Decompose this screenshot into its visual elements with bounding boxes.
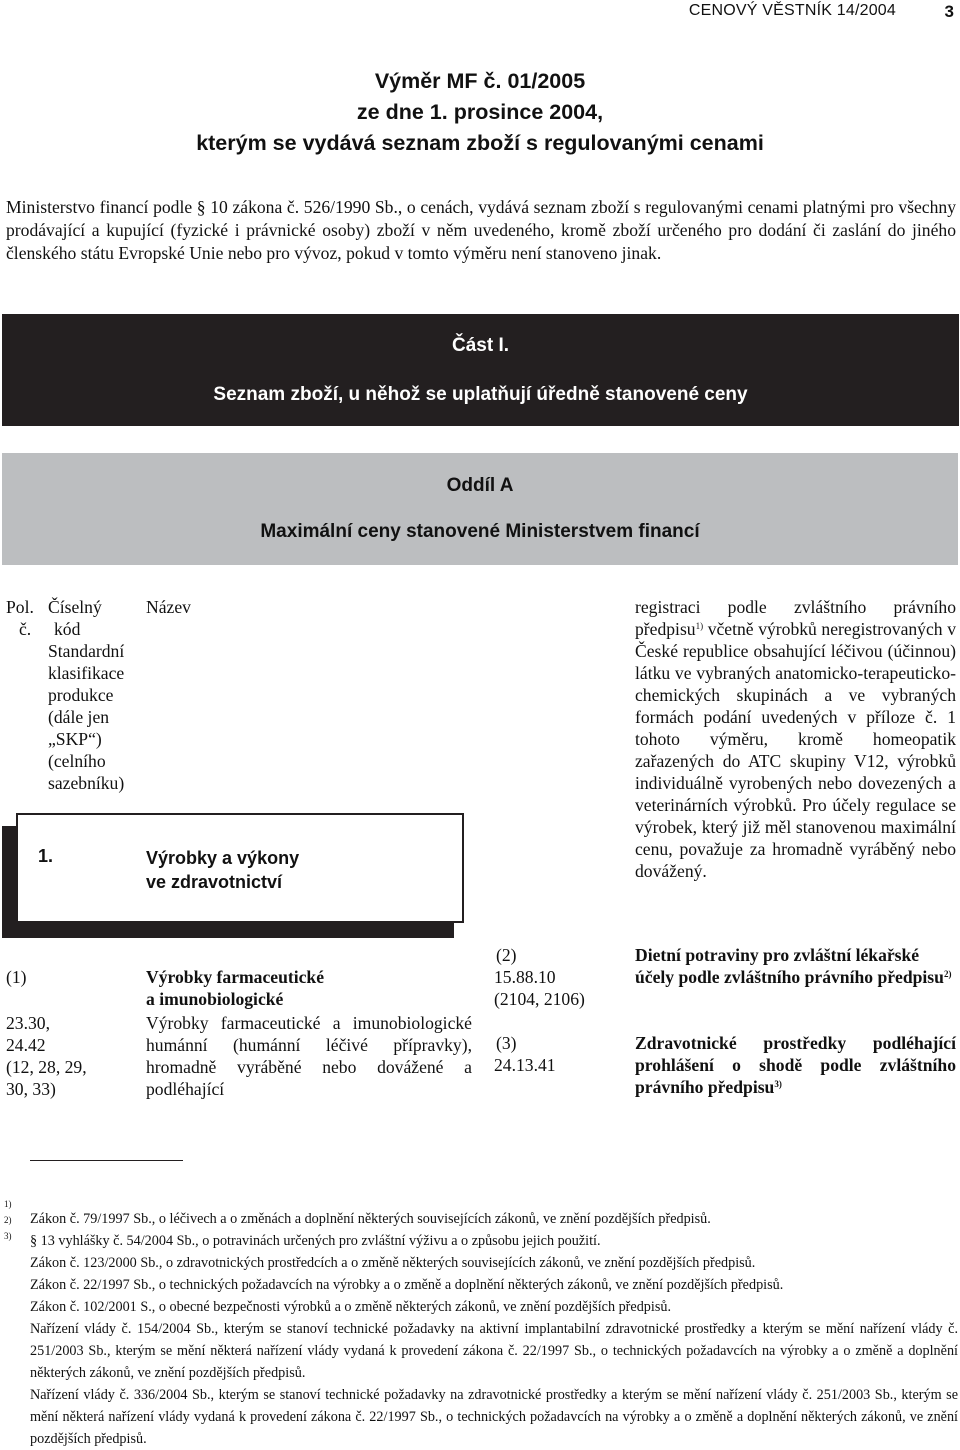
header-code-line: (dále jen (48, 707, 110, 727)
row-b-code-line: 23.30, (6, 1013, 50, 1033)
page-number: 3 (944, 2, 954, 21)
entry-3-title-text: Zdravotnické prostředky podléhající prohlášení o shodě podle zvláštního právního předpisu (635, 1033, 956, 1097)
entry-2-code: 15.88.10 (494, 967, 556, 987)
part-title: Seznam zboží, u něhož se uplatňují úředně stanovené ceny (213, 384, 748, 405)
middle-column (494, 944, 614, 1098)
header-code-line: klasifikace (48, 663, 125, 683)
footnote-ref-3: 3) (774, 1079, 782, 1089)
entry-3-code: 24.13.41 (494, 1055, 556, 1075)
section-heading-box (2, 453, 958, 565)
group-title-line1: Výrobky a výkony (146, 848, 300, 868)
footnote-item: Zákon č. 79/1997 Sb., o léčivech a o změnách a doplnění některých souvisejících zákonů, ve znění pozdějších předpisů. (30, 1211, 711, 1227)
entry-3 (494, 1032, 614, 1076)
entry-3-title (635, 1032, 956, 1098)
footnote-ref-2: 2) (943, 969, 952, 979)
header-pol (6, 596, 46, 640)
footnote-mark: 1) (4, 1199, 12, 1209)
header-code-line: „SKP“) (48, 729, 102, 749)
journal-title: CENOVÝ VĚSTNÍK 14/2004 (688, 2, 896, 19)
entry-2-title (635, 944, 956, 988)
header-code (48, 596, 148, 794)
section-label: Oddíl A (446, 475, 514, 496)
footnote-item: Zákon č. 123/2000 Sb., o zdravotnických prostředcích a o změně některých souvisejících zákonů, ve znění pozdějších předpisů. (30, 1255, 756, 1271)
entry-2-subcode: (2104, 2106) (494, 989, 585, 1009)
footnote-item: Zákon č. 22/1997 Sb., o technických požadavcích na výrobky a o změně a doplnění některých zákonů, ve znění pozdějších předpisů. (30, 1277, 784, 1293)
footnote-item: § 13 vyhlášky č. 54/2004 Sb., o potravinách určených pro zvláštní výživu a o způsobu jejich použití. (30, 1233, 601, 1249)
row-a-title-line1: Výrobky farmaceutické (146, 967, 325, 987)
row-a-title-line2: a imunobiologické (146, 989, 284, 1009)
right-text-part-b: včetně výrobků neregistrovaných v České republice obsahující léčivou (účinnou) látku ve vybraných anatomicko-terapeuticko-chemických skupinách a ve vybraných formách podání uvedených v příloze č. 1 tohoto výměru, kromě homeopatik zařazených do ATC skupiny V12, výrobků individuálně vyrobených nebo dovezených a veterinárních výrobků. Pro účely regulace se výrobek, který již měl stanovenou maximální cenu, považuje za hromadně vyráběný nebo dovážený. (635, 619, 956, 881)
footnote-item: Zákon č. 102/2001 S., o obecné bezpečnosti výrobků a o změně některých zákonů, ve znění pozdějších předpisů. (30, 1299, 671, 1315)
part-heading-box (2, 314, 959, 426)
footnotes (30, 1208, 958, 1450)
header-code-line: Číselný (48, 597, 102, 617)
row-b-code-line: 24.42 (6, 1035, 46, 1055)
row-a-number: (1) (6, 967, 27, 987)
entry-2-number: (2) (496, 945, 517, 965)
part-label: Část I. (451, 335, 510, 356)
running-head (0, 2, 958, 24)
entry-2 (494, 944, 614, 1010)
intro-paragraph: Ministerstvo financí podle § 10 zákona č. 526/1990 Sb., o cenách, vydává seznam zboží s regulovanými cenami platnými pro všechny prodávající a kupující (fyzické i právnické osoby) zboží v něm uvedeného, kromě zboží určeného pro dodání či zaslání do jiného členského státu Evropské Unie nebo pro vývoz, pokud v tomto výměru není stanoveno jinak. (6, 197, 956, 263)
header-code-line: sazebníku) (48, 773, 125, 793)
footnote-marks (4, 1196, 12, 1244)
footnote-item: Nařízení vlády č. 154/2004 Sb., kterým se stanoví technické požadavky na aktivní implantabilní zdravotnické prostředky a kterým se mění nařízení vlády č. 251/2003 Sb., kterým se mění některá nařízení vlády vydaná k provedení zákona č. 22/1997 Sb., o technických požadavcích na výrobky a o změně a doplnění některých zákonů, ve znění pozdějších předpisů. (30, 1321, 958, 1381)
decree-title-line2: ze dne 1. prosince 2004, (356, 100, 604, 124)
header-code-line: Standardní (48, 641, 125, 661)
footnote-rule (30, 1160, 183, 1161)
group-title-line2: ve zdravotnictví (146, 872, 283, 892)
row-b-text: Výrobky farmaceutické a imunobiologické humánní (humánní léčivé přípravky), hromadně vyráběné nebo dovážené a podléhající (146, 1013, 472, 1099)
decree-title (0, 66, 960, 159)
entry-2-title-text: Dietní potraviny pro zvláštní lékařské účely podle zvláštního právního předpisu (635, 945, 944, 987)
entry-3-number: (3) (496, 1033, 517, 1053)
footnote-mark: 2) (4, 1215, 12, 1225)
header-code-line: (celního (48, 751, 106, 771)
footnote-ref-1: 1) (695, 621, 704, 631)
header-code-line: produkce (48, 685, 114, 705)
footnote-item: Nařízení vlády č. 336/2004 Sb., kterým se stanoví technické požadavky na zdravotnické prostředky a kterým se mění nařízení vlády č. 251/2003 Sb., kterým se mění některá nařízení vlády vydaná k provedení zákona č. 22/1997 Sb., o technických požadavcích na výrobky a o změně a doplnění některých zákonů, ve znění pozdějších předpisů. (30, 1387, 958, 1447)
group-title (146, 846, 299, 894)
header-pol-line2: č. (19, 619, 32, 639)
row-b-code-line: (12, 28, 29, (6, 1057, 87, 1077)
header-code-line: kód (54, 619, 81, 639)
right-text-part-a: registraci podle zvláštního právního předpisu (635, 597, 956, 639)
group-number: 1. (38, 846, 54, 866)
footnote-mark: 3) (4, 1231, 12, 1241)
right-column-text (635, 596, 956, 882)
header-pol-line1: Pol. (6, 597, 34, 617)
row-a-title (146, 966, 324, 1010)
decree-title-line1: Výměr MF č. 01/2005 (374, 69, 586, 93)
section-title: Maximální ceny stanovené Ministerstvem financí (260, 521, 700, 542)
row-b-code-line: 30, 33) (6, 1079, 56, 1099)
header-name: Název (146, 597, 191, 617)
row-b-code (6, 1012, 126, 1100)
decree-title-line3: kterým se vydává seznam zboží s regulovanými cenami (196, 131, 764, 155)
